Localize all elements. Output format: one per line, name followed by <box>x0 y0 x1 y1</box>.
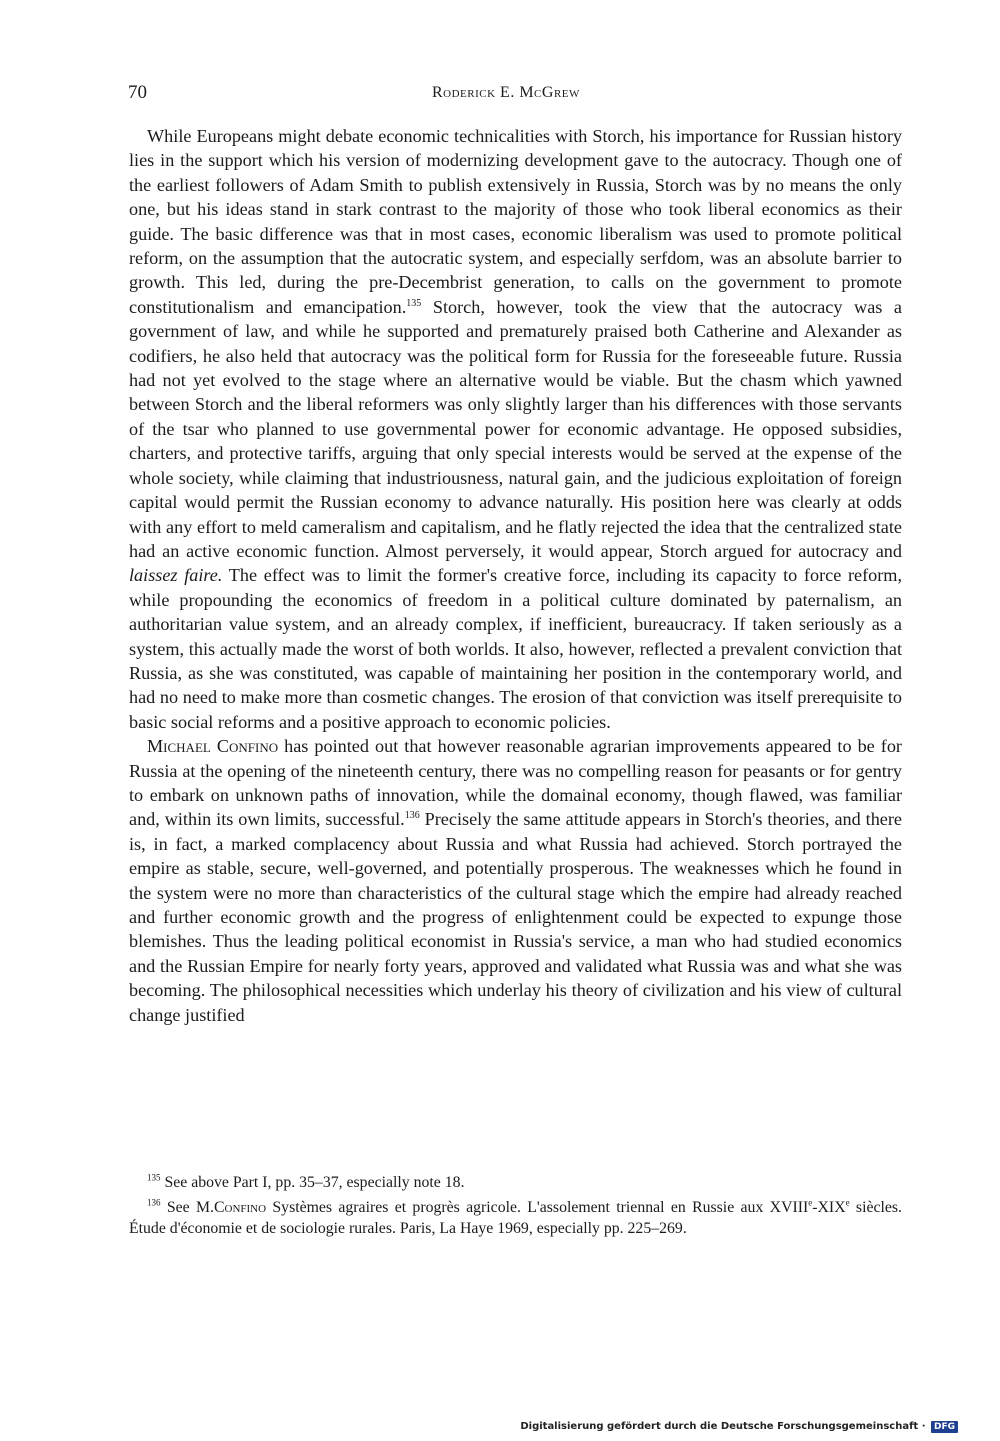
digitization-credit: Digitalisierung gefördert durch die Deutsche Forschungsgemeinschaft · DFG <box>520 1421 958 1433</box>
paragraph-2 <box>129 734 902 1027</box>
page-number: 70 <box>128 82 147 103</box>
footnote-136 <box>129 1197 902 1239</box>
paragraph-1-text-b: Storch, however, took the view that the autocracy was a government of law, and while he supported and prematurely praised both Catherine and Alexander as codifiers, he also held that autocracy was the political form for Russia for the foreseeable future. Russia had not yet evolved to the stage where an alternative would be viable. But the chasm which yawned between Storch and the liberal reformers was only slightly larger than his differences with those servants of the tsar who planned to use governmental power for economic advantage. He opposed subsidies, charters, and protective tariffs, arguing that only special interests would be served at the expense of the whole society, while claiming that industriousness, natural gain, and the judicious exploitation of foreign capital would permit the Russian economy to advance naturally. His position here was clearly at odds with any effort to meld cameralism and capitalism, and he flatly rejected the idea that the centralized state had an active economic function. Almost perversely, it would appear, Storch argued for autocracy and <box>129 296 903 561</box>
footnote-136-author: Confino <box>213 1199 267 1216</box>
dfg-logo: DFG <box>931 1421 958 1433</box>
paragraph-2-text-b: Precisely the same attitude appears in Storch's theories, and there is, in fact, a marked complacency about Russia and what Russia had achieved. Storch portrayed the empire as stable, secure, well-governed, and potentially prosperous. The weaknesses which he found in the system were no more than characteristics of the cultural stage which the empire had already reached and further economic growth and the progress of enlightenment could be expected to expunge those blemishes. Thus the leading political economist in Russia's service, a man who had studied economics and the Russian Empire for nearly forty years, approved and validated what Russia was and what she was becoming. The philosophical necessities which underlay his theory of civilization and his view of cultural change justified <box>129 809 902 1025</box>
footnote-136-text-d: siècles. Étude d'économie et de sociologie rurales. Paris, La Haye 1969, especially pp. 225–269. <box>129 1199 902 1237</box>
footnote-ref-135[interactable]: 135 <box>406 297 422 309</box>
paragraph-1-text-c: The effect was to limit the former's creative force, including its capacity to force reform, while propounding the economics of freedom in a political culture dominated by paternalism, an authoritarian value system, and an already complex, if inefficient, bureaucracy. If taken seriously as a system, this actually made the worst of both worlds. It also, however, reflected a prevalent conviction that Russia, as she was constituted, was capable of maintaining her position in the contemporary world, and had no need to make more than cosmetic changes. The erosion of that conviction was itself prerequisite to basic social reforms and a positive approach to economic policies. <box>129 565 902 732</box>
footnote-136-text-b: Systèmes agraires et progrès agricole. L'assolement triennal en Russie aux XVIII <box>266 1199 809 1216</box>
footnote-number-136: 136 <box>147 1197 161 1208</box>
footnote-136-sup-2: e <box>845 1197 850 1208</box>
footnote-135-text: See above Part I, pp. 35–37, especially note 18. <box>164 1174 465 1191</box>
paragraph-1 <box>129 124 902 734</box>
footnote-136-sup-1: e <box>808 1197 813 1208</box>
footnotes <box>129 1172 902 1243</box>
footnote-136-text-a: See M. <box>166 1199 214 1216</box>
footnote-135 <box>129 1172 902 1193</box>
footnote-136-text-c: -XIX <box>812 1199 846 1216</box>
credit-text: Digitalisierung gefördert durch die Deutsche Forschungsgemeinschaft <box>520 1421 919 1432</box>
paragraph-2-text-a: has pointed out that however reasonable agrarian improvements appeared to be for Russia at the opening of the nineteenth century, there was no compelling reason for peasants or for gentry to embark on unknown paths of innovation, while the domainal economy, though flawed, was familiar and, within its own limits, successful. <box>129 736 902 830</box>
paragraph-1-text-a: While Europeans might debate economic technicalities with Storch, his importance for Russian history lies in the support which his version of modernizing development gave to the autocracy. Though one of the earliest followers of Adam Smith to publish extensively in Russia, Storch was by no means the only one, but his ideas stand in stark contrast to the majority of those who took liberal economics as their guide. The basic difference was that in most cases, economic liberalism was used to promote political reform, on the assumption that the autocratic system, and especially serfdom, was an absolute barrier to growth. This led, during the pre-Decembrist generation, to calls on the government to promote constitutionalism and emancipation. <box>129 126 902 317</box>
running-head: Roderick E. McGrew <box>432 84 580 101</box>
body-text <box>129 124 902 1027</box>
footnote-number-135: 135 <box>147 1172 161 1183</box>
footnote-ref-136[interactable]: 136 <box>404 810 420 822</box>
italic-phrase: laissez faire. <box>129 565 223 586</box>
author-name: Michael Confino <box>147 736 279 757</box>
